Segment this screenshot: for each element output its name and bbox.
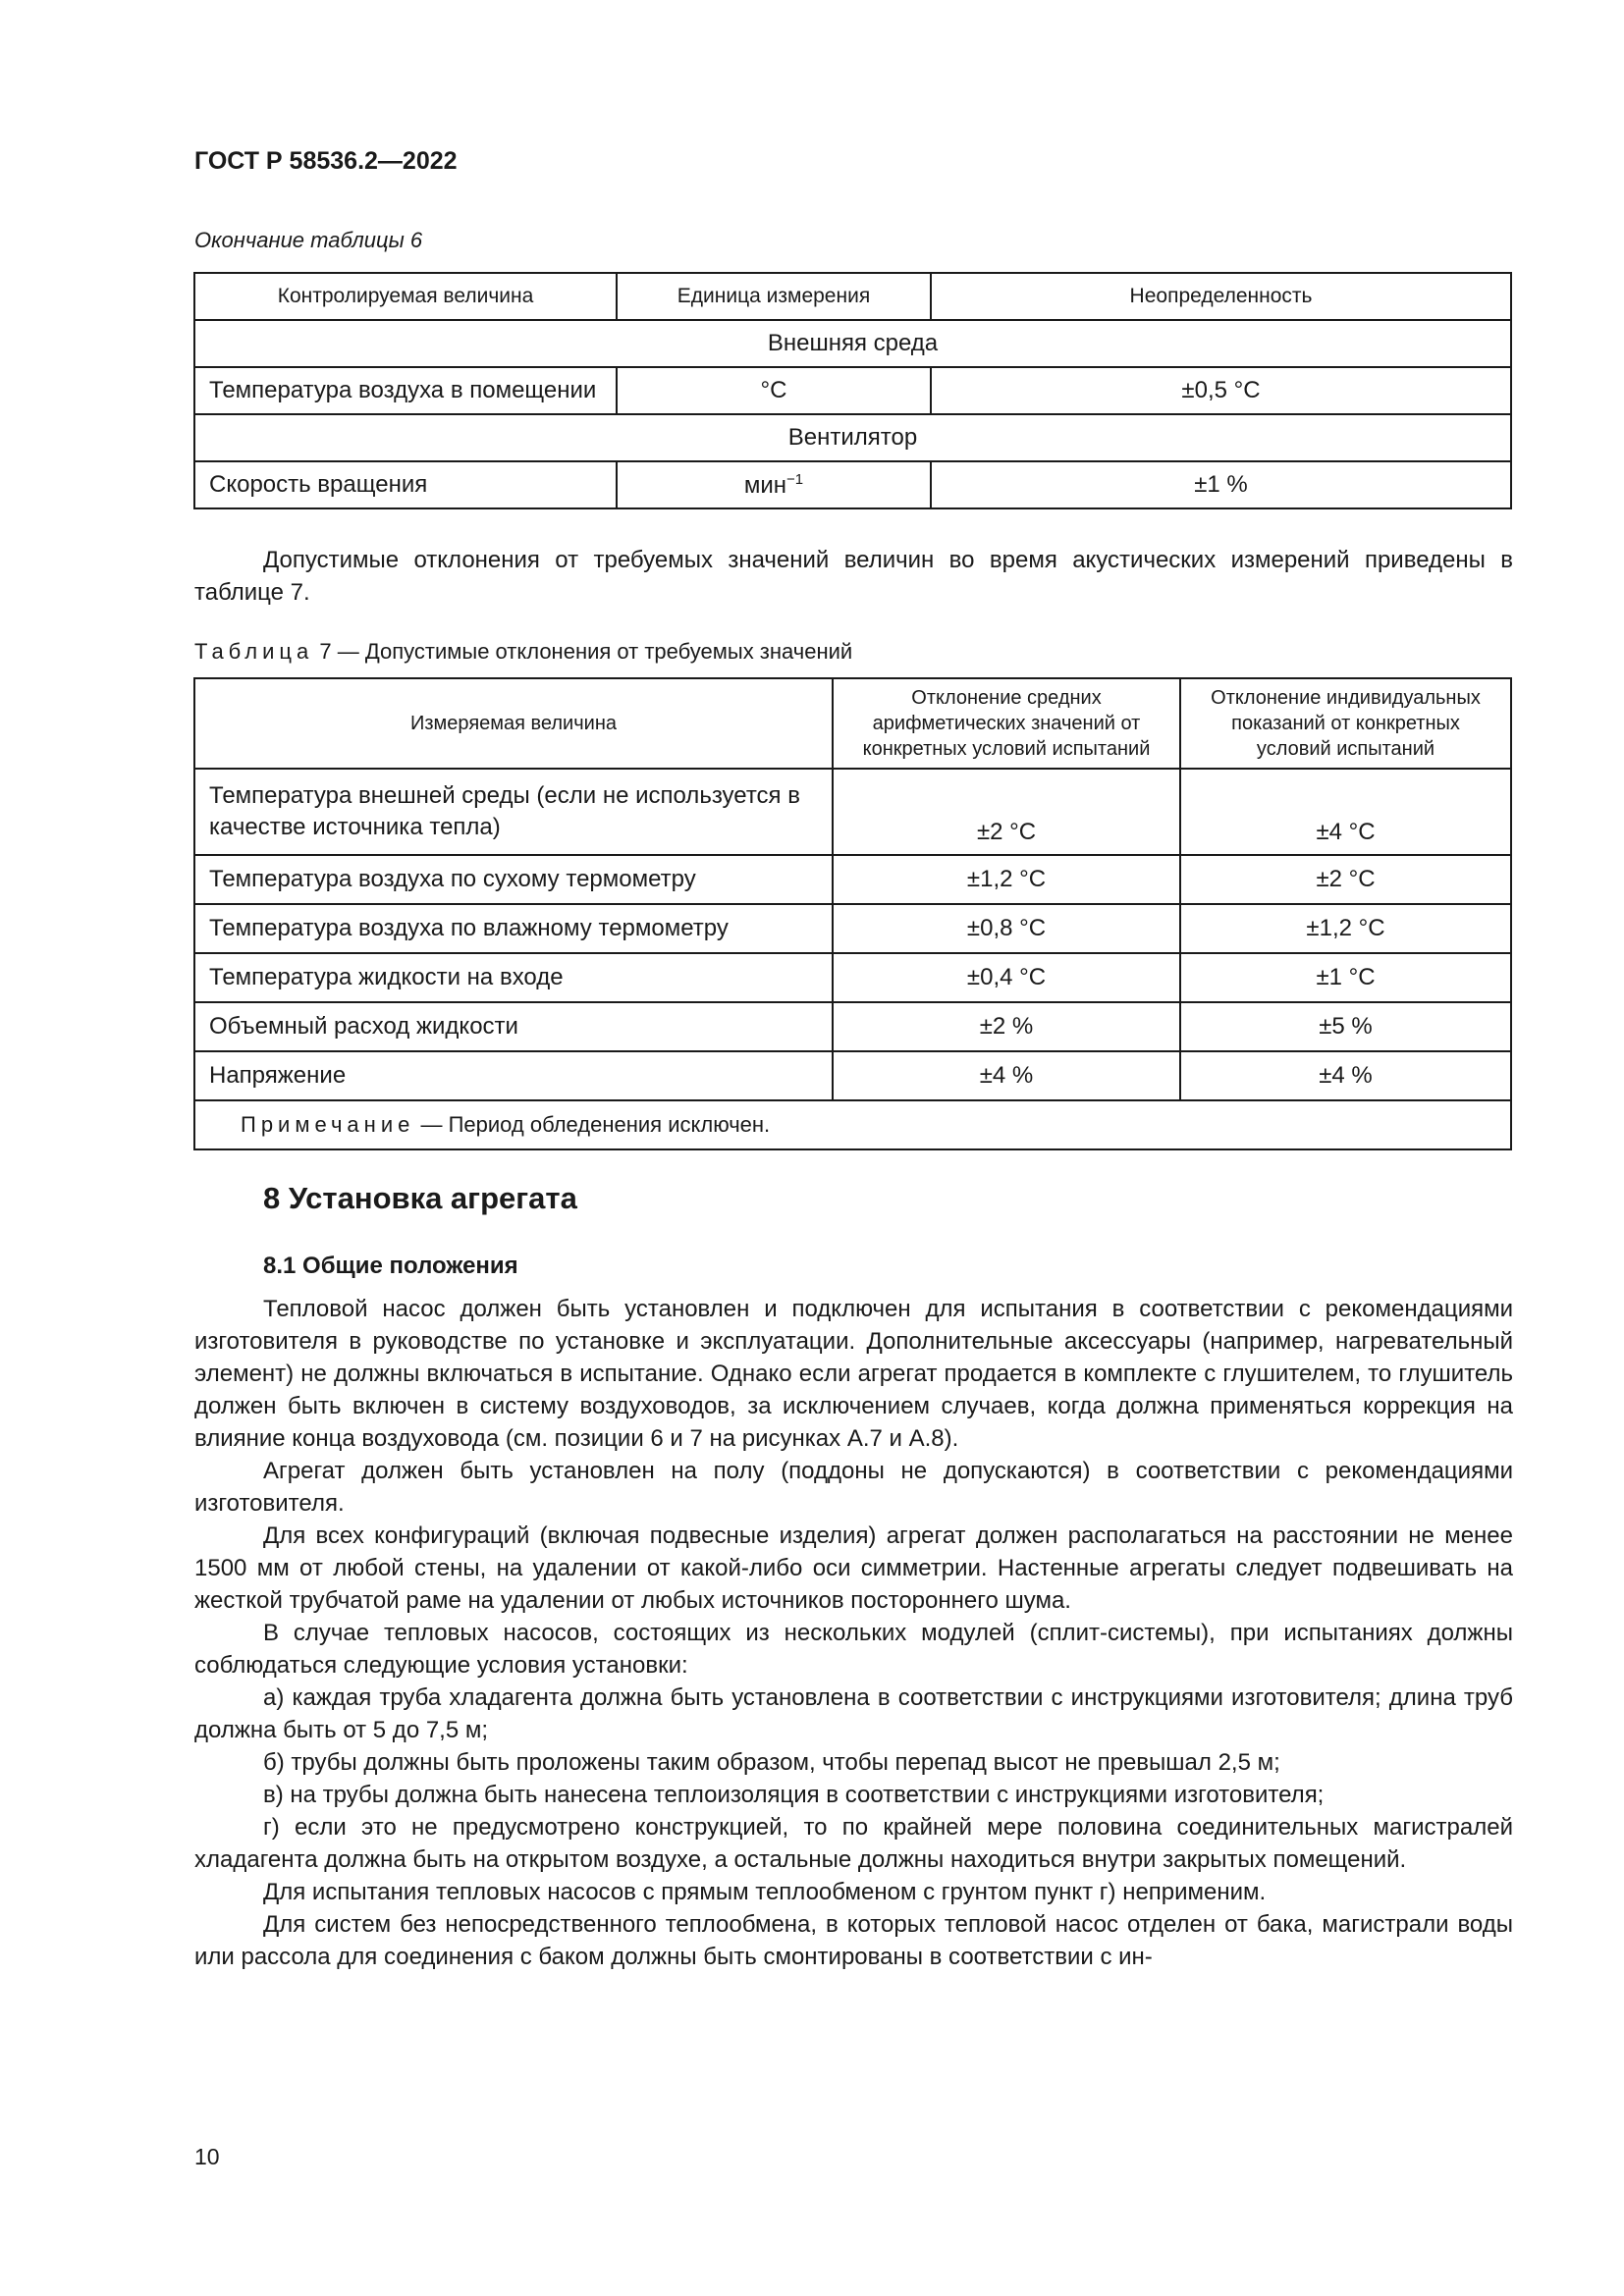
list-item: г) если это не предусмотрено конструкцией, то по крайней мере половина соединительных магистралей хладагента должна быть на открытом воздухе, а остальные должны находиться внутри закрытых помещений. — [194, 1814, 1513, 1873]
table-row — [194, 953, 1511, 1002]
table7-caption-text: 7 — Допустимые отклонения от требуемых значений — [313, 639, 853, 664]
table7-col-individual: Отклонение индивидуальных показаний от конкретных условий испытаний — [1180, 678, 1511, 769]
table7-cell-mean: ±2 % — [833, 1002, 1180, 1051]
table6-cell-unit: °C — [617, 367, 931, 414]
page-number: 10 — [194, 2144, 220, 2169]
table6-cell-uncertainty: ±0,5 °C — [931, 367, 1511, 414]
list-item: а) каждая труба хладагента должна быть установлена в соответствии с инструкциями изготовителя; длина труб должна быть от 5 до 7,5 м; — [194, 1684, 1513, 1743]
table7-cell-name: Объемный расход жидкости — [194, 1002, 833, 1051]
table6-header-row — [194, 273, 1511, 320]
table6-cell-name: Температура воздуха в помещении — [194, 367, 617, 414]
table7-cell-name: Температура жидкости на входе — [194, 953, 833, 1002]
table7-cell-mean: ±1,2 °C — [833, 855, 1180, 904]
table7-cell-mean: ±4 % — [833, 1051, 1180, 1100]
body-paragraph: Агрегат должен быть установлен на полу (поддоны не допускаются) в соответствии с рекомендациями изготовителя. — [194, 1458, 1513, 1517]
table7-caption-word: Таблица — [194, 639, 314, 664]
table7-cell-individual: ±1 °C — [1180, 953, 1511, 1002]
table7-cell-mean: ±2 °C — [833, 769, 1180, 855]
table7-cell-name: Температура воздуха по влажному термометру — [194, 904, 833, 953]
table6-col-unit: Единица измерения — [617, 273, 931, 320]
table7-note — [194, 1100, 1511, 1149]
body-paragraph: Для испытания тепловых насосов с прямым теплообменом с грунтом пункт г) неприменим. — [263, 1879, 1267, 1905]
table-row — [194, 461, 1511, 508]
table7-header-row — [194, 678, 1511, 769]
table7-note-text: — Период обледенения исключен. — [414, 1112, 771, 1137]
intro-paragraph — [194, 544, 1513, 609]
body-paragraph: В случае тепловых насосов, состоящих из нескольких модулей (сплит-системы), при испытаниях должны соблюдаться следующие условия установки: — [194, 1620, 1513, 1679]
table7-caption — [194, 639, 852, 665]
table7-cell-individual: ±5 % — [1180, 1002, 1511, 1051]
table-row — [194, 1051, 1511, 1100]
table7-cell-individual: ±1,2 °C — [1180, 904, 1511, 953]
list-item: б) трубы должны быть проложены таким образом, чтобы перепад высот не превышал 2,5 м; — [263, 1749, 1280, 1776]
table6-section-row — [194, 414, 1511, 461]
table6-col-quantity: Контролируемая величина — [194, 273, 617, 320]
table-row — [194, 367, 1511, 414]
table6-cell-uncertainty: ±1 % — [931, 461, 1511, 508]
table7-cell-individual: ±4 % — [1180, 1051, 1511, 1100]
list-item: в) на трубы должна быть нанесена теплоизоляция в соответствии с инструкциями изготовителя; — [263, 1782, 1325, 1808]
table-7 — [193, 677, 1512, 1150]
table6-section-outdoor: Внешняя среда — [194, 320, 1511, 367]
table6-col-uncertainty: Неопределенность — [931, 273, 1511, 320]
table7-cell-name: Температура воздуха по сухому термометру — [194, 855, 833, 904]
table7-cell-mean: ±0,8 °C — [833, 904, 1180, 953]
table6-section-fan: Вентилятор — [194, 414, 1511, 461]
section-8-body — [194, 1293, 1513, 1973]
body-paragraph: Для всех конфигураций (включая подвесные изделия) агрегат должен располагаться на расстоянии не менее 1500 мм от любой стены, на удалении от какой-либо оси симметрии. Настенные агрегаты следует подвешивать на жесткой трубчатой раме на удалении от любых источников постороннего шума. — [194, 1522, 1513, 1614]
table7-note-row — [194, 1100, 1511, 1149]
table7-cell-name: Температура внешней среды (если не используется в качестве источника тепла) — [194, 769, 833, 855]
table6-cell-name: Скорость вращения — [194, 461, 617, 508]
table6-continuation-label: Окончание таблицы 6 — [194, 228, 423, 252]
table7-note-word: Примечание — [241, 1112, 415, 1137]
table-row — [194, 904, 1511, 953]
table7-cell-individual: ±2 °C — [1180, 855, 1511, 904]
table-row — [194, 769, 1511, 855]
table7-col-mean: Отклонение средних арифметических значений от конкретных условий испытаний — [833, 678, 1180, 769]
table-6 — [193, 272, 1512, 509]
table-row — [194, 855, 1511, 904]
document-id: ГОСТ Р 58536.2—2022 — [194, 147, 458, 175]
unit-text: мин — [743, 471, 787, 499]
table7-col-quantity: Измеряемая величина — [194, 678, 833, 769]
table7-cell-name: Напряжение — [194, 1051, 833, 1100]
table-row — [194, 1002, 1511, 1051]
table7-cell-individual: ±4 °C — [1180, 769, 1511, 855]
intro-text: Допустимые отклонения от требуемых значений величин во время акустических измерений приведены в таблице 7. — [194, 547, 1513, 606]
unit-superscript: −1 — [786, 470, 804, 488]
table6-cell-unit — [617, 461, 931, 508]
body-paragraph: Тепловой насос должен быть установлен и подключен для испытания в соответствии с рекомендациями изготовителя в руководстве по установке и эксплуатации. Дополнительные аксессуары (например, нагревательный элемент) не должны включаться в испытание. Однако если агрегат продается в комплекте с глушителем, то глушитель должен быть включен в систему воздуховодов, за исключением случаев, когда должна применяться коррекция на влияние конца воздуховода (см. позиции 6 и 7 на рисунках А.7 и А.8). — [194, 1296, 1513, 1452]
subsection-8-1-heading: 8.1 Общие положения — [263, 1253, 518, 1279]
section-8-heading: 8 Установка агрегата — [263, 1181, 577, 1215]
table6-section-row — [194, 320, 1511, 367]
body-paragraph: Для систем без непосредственного теплообмена, в которых тепловой насос отделен от бака, магистрали воды или рассола для соединения с баком должны быть смонтированы в соответствии с ин- — [194, 1911, 1513, 1970]
table7-cell-mean: ±0,4 °C — [833, 953, 1180, 1002]
